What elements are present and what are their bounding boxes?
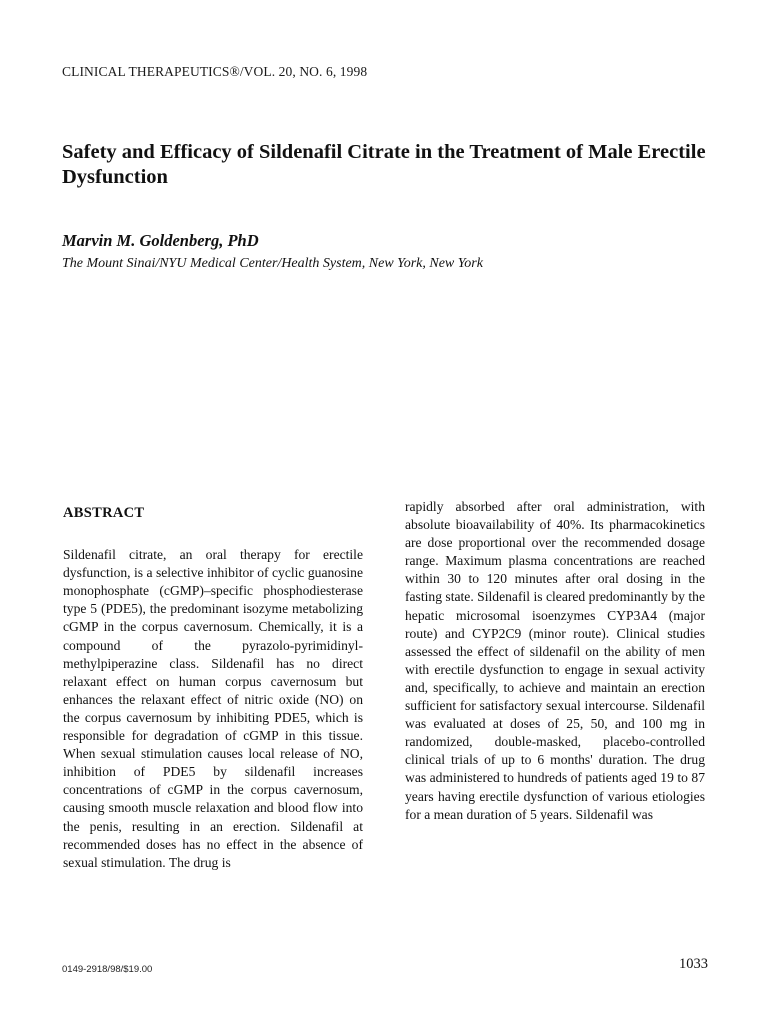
abstract-left-column — [63, 504, 363, 872]
abstract-heading: ABSTRACT — [63, 505, 145, 521]
author-line: Marvin M. Goldenberg, PhD — [62, 231, 259, 250]
abstract-text-left: Sildenafil citrate, an oral therapy for erectile dysfunction, is a selective inhibitor of cyclic guanosine monophosphate (cGMP)–specific phosphodiesterase type 5 (PDE5), the predominant isozyme metabolizing cGMP in the corpus cavernosum. Chemically, it is a compound of the pyrazolo-pyrimidinyl-methylpiperazine class. Sildenafil has no direct relaxant effect on human corpus cavernosum but enhances the relaxant effect of nitric oxide (NO) on the corpus cavernosum by inhibiting PDE5, which is responsible for degradation of cGMP in this tissue. When sexual stimulation causes local release of NO, inhibition of PDE5 by sildenafil increases concentrations of cGMP in the corpus cavernosum, causing smooth muscle relaxation and blood flow into the penis, resulting in an erection. Sildenafil at recommended doses has no effect in the absence of sexual stimulation. The drug is — [63, 547, 363, 870]
journal-header: CLINICAL THERAPEUTICS®/VOL. 20, NO. 6, 1998 — [62, 64, 368, 79]
abstract-right-column — [405, 498, 705, 824]
issn-code: 0149-2918/98/$19.00 — [62, 964, 153, 975]
article-title: Safety and Efficacy of Sildenafil Citrate in the Treatment of Male Erectile Dysfunction — [62, 141, 706, 188]
abstract-text-right: rapidly absorbed after oral administration, with absolute bioavailability of 40%. Its pharmacokinetics are dose proportional over the recommended dosage range. Maximum plasma concentrations are reached within 30 to 120 minutes after oral dosing in the fasting state. Sildenafil is cleared predominantly by the hepatic microsomal isoenzymes CYP3A4 (major route) and CYP2C9 (minor route). Clinical studies assessed the effect of sildenafil on the ability of men with erectile dysfunction to engage in sexual activity and, specifically, to achieve and maintain an erection sufficient for satisfactory sexual intercourse. Sildenafil was evaluated at doses of 25, 50, and 100 mg in randomized, double-masked, placebo-controlled clinical trials of up to 6 months' duration. The drug was administered to hundreds of patients aged 19 to 87 years having erectile dysfunction of various etiologies for a mean duration of 5 years. Sildenafil was — [405, 499, 705, 822]
page-number: 1033 — [679, 956, 708, 972]
affiliation: The Mount Sinai/NYU Medical Center/Health System, New York, New York — [62, 256, 483, 271]
